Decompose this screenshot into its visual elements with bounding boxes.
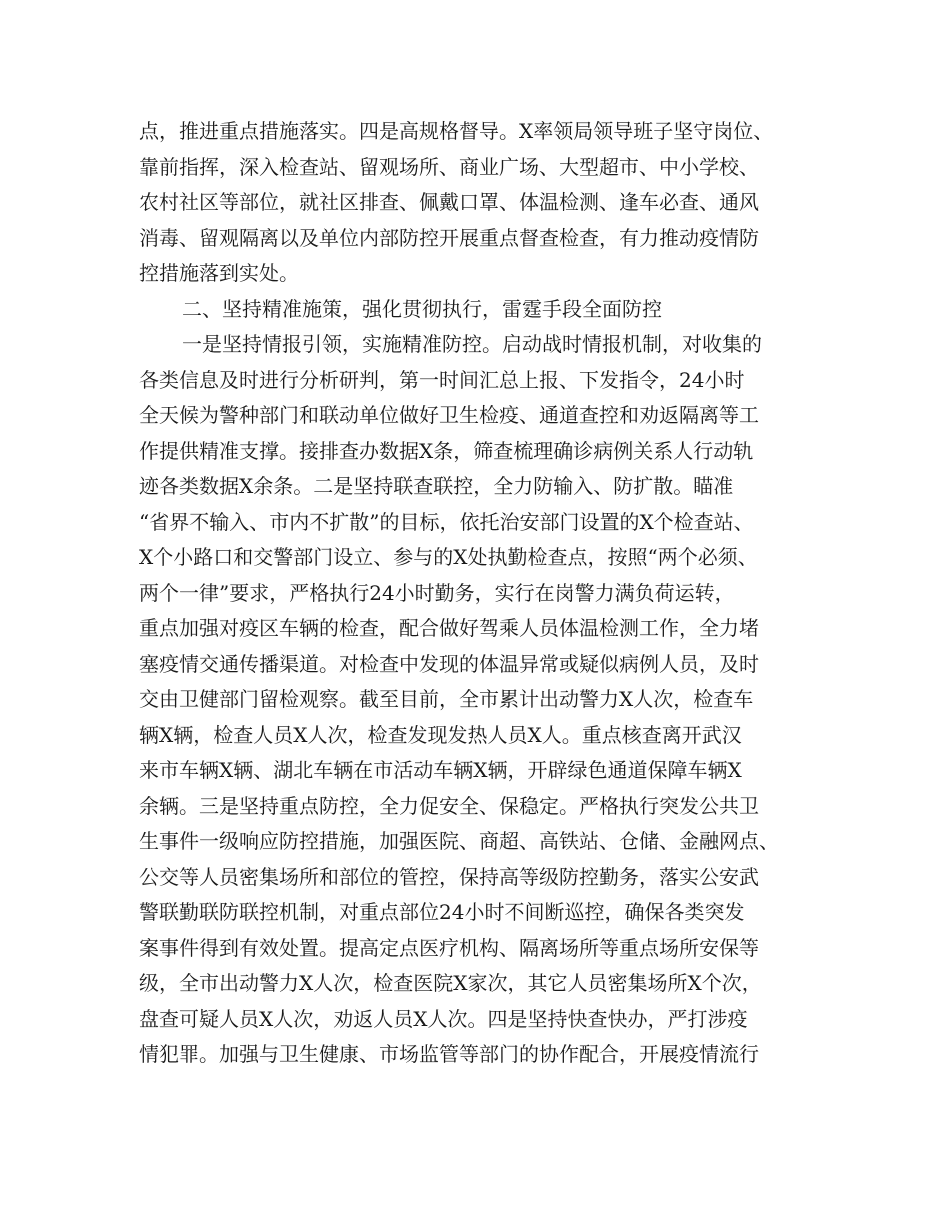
text-line: 生事件一级响应防控措施，加强医院、商超、高铁站、仓储、金融网点、 <box>139 829 779 853</box>
text-line: 塞疫情交通传播渠道。对检查中发现的体温异常或疑似病例人员，及时 <box>139 651 759 676</box>
text-line: 全天候为警种部门和联动单位做好卫生检疫、通道查控和劝返隔离等工 <box>139 403 759 427</box>
text-line: 各类信息及时进行分析研判，第一时间汇总上报、下发指令，24小时 <box>139 367 745 392</box>
text-line: 情犯罪。加强与卫生健康、市场监管等部门的协作配合，开展疫情流行 <box>139 1042 759 1066</box>
text-line: 来市车辆X辆、湖北车辆在市活动车辆X辆，开辟绿色通道保障车辆X <box>139 758 742 782</box>
text-line: 点，推进重点措施落实。四是高规格督导。X率领局领导班子坚守岗位、 <box>139 119 774 143</box>
text-line: 余辆。三是坚持重点防控，全力促安全、保稳定。严格执行突发公共卫 <box>139 793 759 818</box>
text-line: 辆X辆，检查人员X人次，检查发现发热人员X人。重点核查离开武汉 <box>139 722 742 747</box>
text-line: 重点加强对疫区车辆的检查，配合做好驾乘人员体温检测工作，全力堵 <box>139 616 759 640</box>
text-line: 控措施落到实处。 <box>139 261 299 285</box>
text-line: “省界不输入、市内不扩散”的目标，依托治安部门设置的X个检查站、 <box>139 509 754 534</box>
body-text <box>139 114 829 1073</box>
text-line: 农村社区等部位，就社区排查、佩戴口罩、体温检测、逢车必查、通风 <box>139 190 759 214</box>
section-heading: 二、坚持精准施策，强化贯彻执行，雷霆手段全面防控 <box>182 296 662 321</box>
text-line: 消毒、留观隔离以及单位内部防控开展重点督查检查，有力推动疫情防 <box>139 225 759 250</box>
text-line: 交由卫健部门留检观察。截至目前，全市累计出动警力X人次，检查车 <box>139 687 754 711</box>
text-line: 一是坚持情报引领，实施精准防控。启动战时情报机制，对收集的 <box>182 332 762 356</box>
text-line: 级，全市出动警力X人次，检查医院X家次，其它人员密集场所X个次， <box>139 971 762 995</box>
text-line: 公交等人员密集场所和部位的管控，保持高等级防控勤务，落实公安武 <box>139 864 759 889</box>
text-line: 盘查可疑人员X人次，劝返人员X人次。四是坚持快查快办，严打涉疫 <box>139 1006 748 1031</box>
text-line: 作提供精准支撑。接排查办数据X条，筛查梳理确诊病例关系人行动轨 <box>139 438 754 463</box>
text-line: 警联勤联防联控机制，对重点部位24小时不间断巡控，确保各类突发 <box>139 900 745 924</box>
text-line: X个小路口和交警部门设立、参与的X处执勤检查点，按照“两个必须、 <box>139 545 758 569</box>
text-line: 迹各类数据X余条。二是坚持联查联控，全力防输入、防扩散。瞄准 <box>139 474 734 498</box>
text-line: 靠前指挥，深入检查站、留观场所、商业广场、大型超市、中小学校、 <box>139 154 759 179</box>
text-line: 案事件得到有效处置。提高定点医疗机构、隔离场所等重点场所安保等 <box>139 935 759 960</box>
text-line: 两个一律”要求，严格执行24小时勤务，实行在岗警力满负荷运转， <box>139 580 735 605</box>
